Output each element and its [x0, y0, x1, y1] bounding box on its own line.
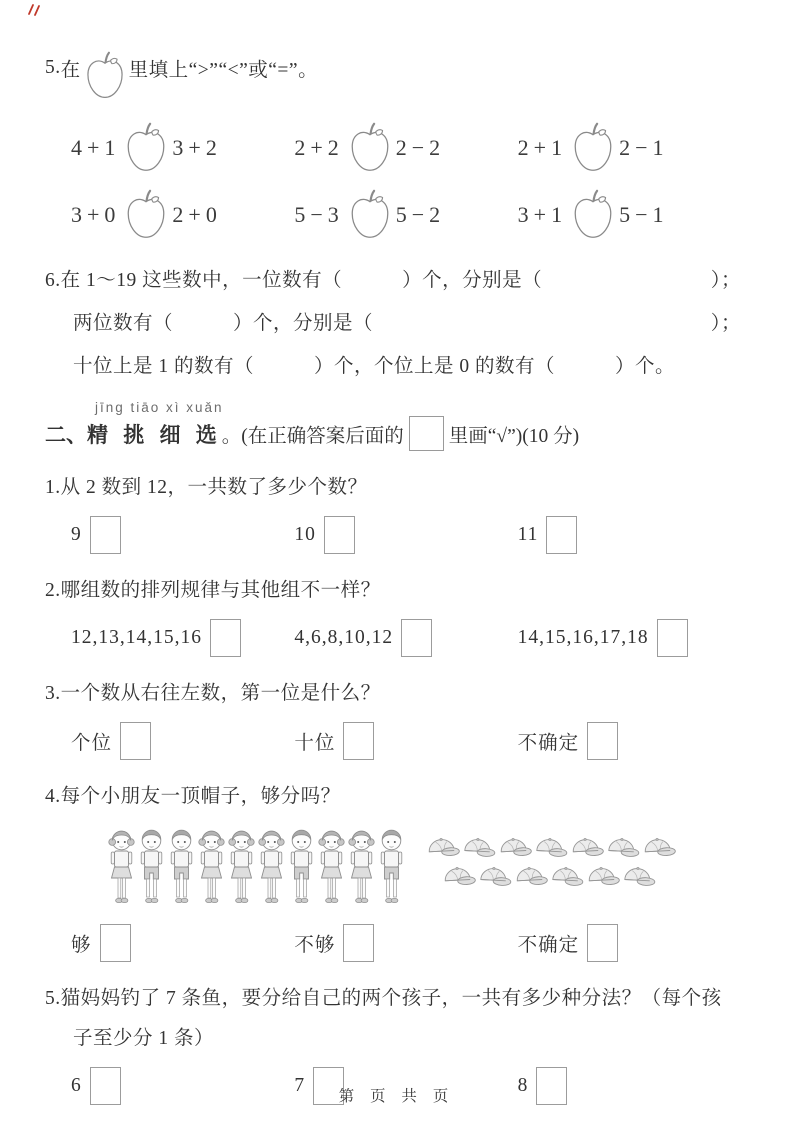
cap [583, 862, 620, 895]
expression-right: 5−1 [619, 201, 669, 227]
option-item [518, 924, 741, 962]
cap-icon [438, 861, 476, 891]
option-label: 十位 [294, 733, 336, 754]
child-figure [107, 825, 136, 916]
option-label: 14,15,16,17,18 [517, 627, 649, 648]
question-5-number: 5. [45, 56, 61, 78]
children-and-caps-illustration [107, 825, 741, 916]
answer-checkbox[interactable] [210, 619, 241, 657]
expression-right: 3+2 [172, 134, 222, 160]
comparison-item [71, 186, 294, 243]
apple-blank[interactable] [124, 189, 168, 246]
answer-checkbox[interactable] [343, 924, 374, 962]
caps-group [423, 833, 675, 895]
question-text-label: 每个小朋友一顶帽子，够分吗？ [60, 786, 341, 807]
option-label: 12,13,14,15,16 [71, 627, 202, 648]
cap-icon [638, 832, 676, 862]
option-item [71, 619, 294, 657]
question-6-line-end: ）； [710, 313, 741, 334]
question-text-label: 一个数从右往左数，第一位是什么？ [60, 683, 381, 704]
child-figure [137, 825, 166, 916]
child-figure [197, 825, 226, 916]
apple-blank-icon[interactable] [348, 122, 392, 173]
option-label: 不确定 [517, 733, 580, 754]
expression-right: 2−2 [395, 134, 446, 160]
question-5-section [45, 40, 741, 243]
question-6-text: 在 1～19 这些数中，一位数有（ ）个，分别是（ [60, 270, 543, 291]
answer-checkbox[interactable] [587, 924, 618, 962]
section-2-instruction-pre: 。(在正确答案后面的 [221, 425, 404, 447]
question-6-line-3 [45, 345, 741, 388]
child-figure-icon [257, 825, 286, 911]
question-number: 4. [45, 786, 61, 807]
blank-space [542, 259, 711, 302]
question-block [45, 777, 741, 962]
cap-icon [494, 832, 532, 862]
section-2-title: 精 挑 细 选 [87, 422, 222, 447]
cap-icon [458, 832, 496, 862]
question-5-text-post: 里填上“>”“<”或“=”。 [128, 59, 319, 81]
apple-blank-icon[interactable] [84, 51, 126, 100]
options-row [45, 924, 741, 962]
section-2-number: 二、 [45, 422, 87, 447]
option-item [518, 516, 741, 554]
option-label: 个位 [71, 733, 113, 754]
comparison-item [71, 119, 294, 176]
option-item [518, 722, 741, 760]
question-6-number: 6. [45, 270, 61, 291]
child-figure-icon [317, 825, 346, 911]
page-footer [0, 1084, 793, 1106]
options-row [45, 516, 741, 554]
section-2-instruction-post: 里画“√”)(10 分) [448, 425, 580, 447]
question-6-line-end: ）； [710, 270, 741, 291]
option-label: 够 [71, 935, 92, 956]
answer-checkbox[interactable] [657, 619, 688, 657]
cap [619, 862, 656, 895]
question-text [45, 571, 741, 611]
blank-space [373, 302, 711, 345]
question-text [45, 777, 741, 817]
question-6-section [45, 259, 741, 388]
apple-blank[interactable] [571, 122, 615, 179]
option-item [71, 516, 294, 554]
option-label: 4,6,8,10,12 [294, 627, 394, 648]
option-item [294, 924, 517, 962]
child-figure [227, 825, 256, 916]
child-figure-icon [347, 825, 376, 911]
question-6-text: 十位上是 1 的数有（ ）个，个位上是 0 的数有（ ）个。 [73, 356, 676, 377]
option-item [294, 722, 517, 760]
cap-icon [474, 861, 512, 891]
footer-page-label: 第 页 共 页 [338, 1088, 455, 1105]
cap-icon [618, 861, 656, 891]
child-figure-icon [377, 825, 406, 911]
pinyin-annotation: jīng tiāo xì xuǎn [95, 400, 224, 415]
cap-icon [566, 832, 604, 862]
question-number: 1. [45, 477, 61, 498]
cap-icon [422, 832, 460, 862]
question-block [45, 468, 741, 554]
child-figure [377, 825, 406, 916]
apple-blank[interactable] [84, 51, 126, 106]
option-item [294, 619, 517, 657]
child-figure-icon [227, 825, 256, 911]
option-item [71, 924, 294, 962]
option-item [518, 619, 741, 657]
question-text-label: 猫妈妈钓了 7 条鱼，要分给自己的两个孩子，一共有多少种分法？（每个孩子至少分 1 条） [60, 988, 722, 1049]
child-figure [317, 825, 346, 916]
question-6-line-2 [45, 302, 741, 345]
expression-left: 2+1 [517, 134, 568, 160]
question-text [45, 468, 741, 508]
question-5-text-pre: 在 [60, 59, 81, 81]
red-dash-icon [26, 3, 42, 17]
option-label: 6 [71, 1075, 82, 1096]
option-label: 9 [71, 524, 82, 545]
children-group [107, 825, 407, 916]
option-item [294, 516, 517, 554]
option-label: 不够 [294, 935, 336, 956]
questions-list [45, 468, 741, 1105]
cap [439, 862, 476, 895]
cap-icon [582, 861, 620, 891]
apple-blank[interactable] [348, 122, 392, 179]
options-row [45, 722, 741, 760]
answer-checkbox[interactable] [120, 722, 151, 760]
answer-checkbox[interactable] [324, 516, 355, 554]
option-item [71, 722, 294, 760]
question-5-prompt [45, 40, 741, 95]
option-label: 不确定 [517, 935, 580, 956]
question-6-line-1 [45, 259, 741, 302]
apple-blank-icon[interactable] [124, 189, 168, 240]
child-figure-icon [167, 825, 196, 911]
comparison-grid [45, 119, 741, 243]
expression-right: 2+0 [172, 201, 222, 227]
cap [511, 862, 548, 895]
comparison-item [294, 186, 517, 243]
cap-icon [530, 832, 568, 862]
options-row [45, 619, 741, 657]
section-2-header [45, 400, 741, 451]
question-text-label: 从 2 数到 12，一共数了多少个数？ [60, 477, 368, 498]
option-label: 7 [294, 1075, 306, 1096]
apple-blank-icon[interactable] [571, 122, 615, 173]
expression-right: 5−2 [395, 201, 446, 227]
question-text [45, 674, 741, 714]
apple-blank-icon[interactable] [348, 189, 392, 240]
child-figure-icon [107, 825, 136, 911]
comparison-item [294, 119, 517, 176]
question-number: 3. [45, 683, 61, 704]
expression-left: 2+2 [294, 134, 344, 160]
corner-mark [26, 3, 42, 22]
child-figure [257, 825, 286, 916]
answer-checkbox[interactable] [587, 722, 618, 760]
child-figure-icon [137, 825, 166, 911]
question-number: 2. [45, 580, 61, 601]
question-block [45, 674, 741, 760]
option-label: 11 [517, 524, 539, 545]
expression-left: 5−3 [294, 201, 344, 227]
child-figure-icon [287, 825, 316, 911]
child-figure-icon [197, 825, 226, 911]
sample-answer-box [409, 416, 444, 451]
apple-blank-icon[interactable] [124, 122, 168, 173]
child-figure [347, 825, 376, 916]
option-label: 10 [294, 524, 316, 545]
answer-checkbox[interactable] [546, 516, 577, 554]
question-text [45, 979, 741, 1059]
caps-row [439, 862, 675, 895]
cap [475, 862, 512, 895]
cap-icon [546, 861, 584, 891]
apple-blank-icon[interactable] [571, 189, 615, 240]
expression-left: 3+1 [517, 201, 568, 227]
expression-right: 2−1 [619, 134, 669, 160]
expression-left: 3+0 [71, 201, 121, 227]
question-block [45, 571, 741, 657]
apple-blank[interactable] [348, 189, 392, 246]
question-number: 5. [45, 988, 61, 1009]
apple-blank[interactable] [571, 189, 615, 246]
apple-blank[interactable] [124, 122, 168, 179]
question-6-text: 两位数有（ ）个，分别是（ [73, 313, 374, 334]
comparison-item [518, 186, 741, 243]
child-figure [287, 825, 316, 916]
cap-icon [510, 861, 548, 891]
answer-checkbox[interactable] [100, 924, 131, 962]
cap [547, 862, 584, 895]
question-text-label: 哪组数的排列规律与其他组不一样？ [60, 580, 381, 601]
expression-left: 4+1 [71, 134, 121, 160]
answer-checkbox[interactable] [90, 516, 121, 554]
answer-checkbox[interactable] [343, 722, 374, 760]
cap-icon [602, 832, 640, 862]
child-figure [167, 825, 196, 916]
section-2-title-line [45, 416, 741, 451]
answer-checkbox[interactable] [401, 619, 432, 657]
option-label: 8 [517, 1075, 529, 1096]
comparison-item [518, 119, 741, 176]
